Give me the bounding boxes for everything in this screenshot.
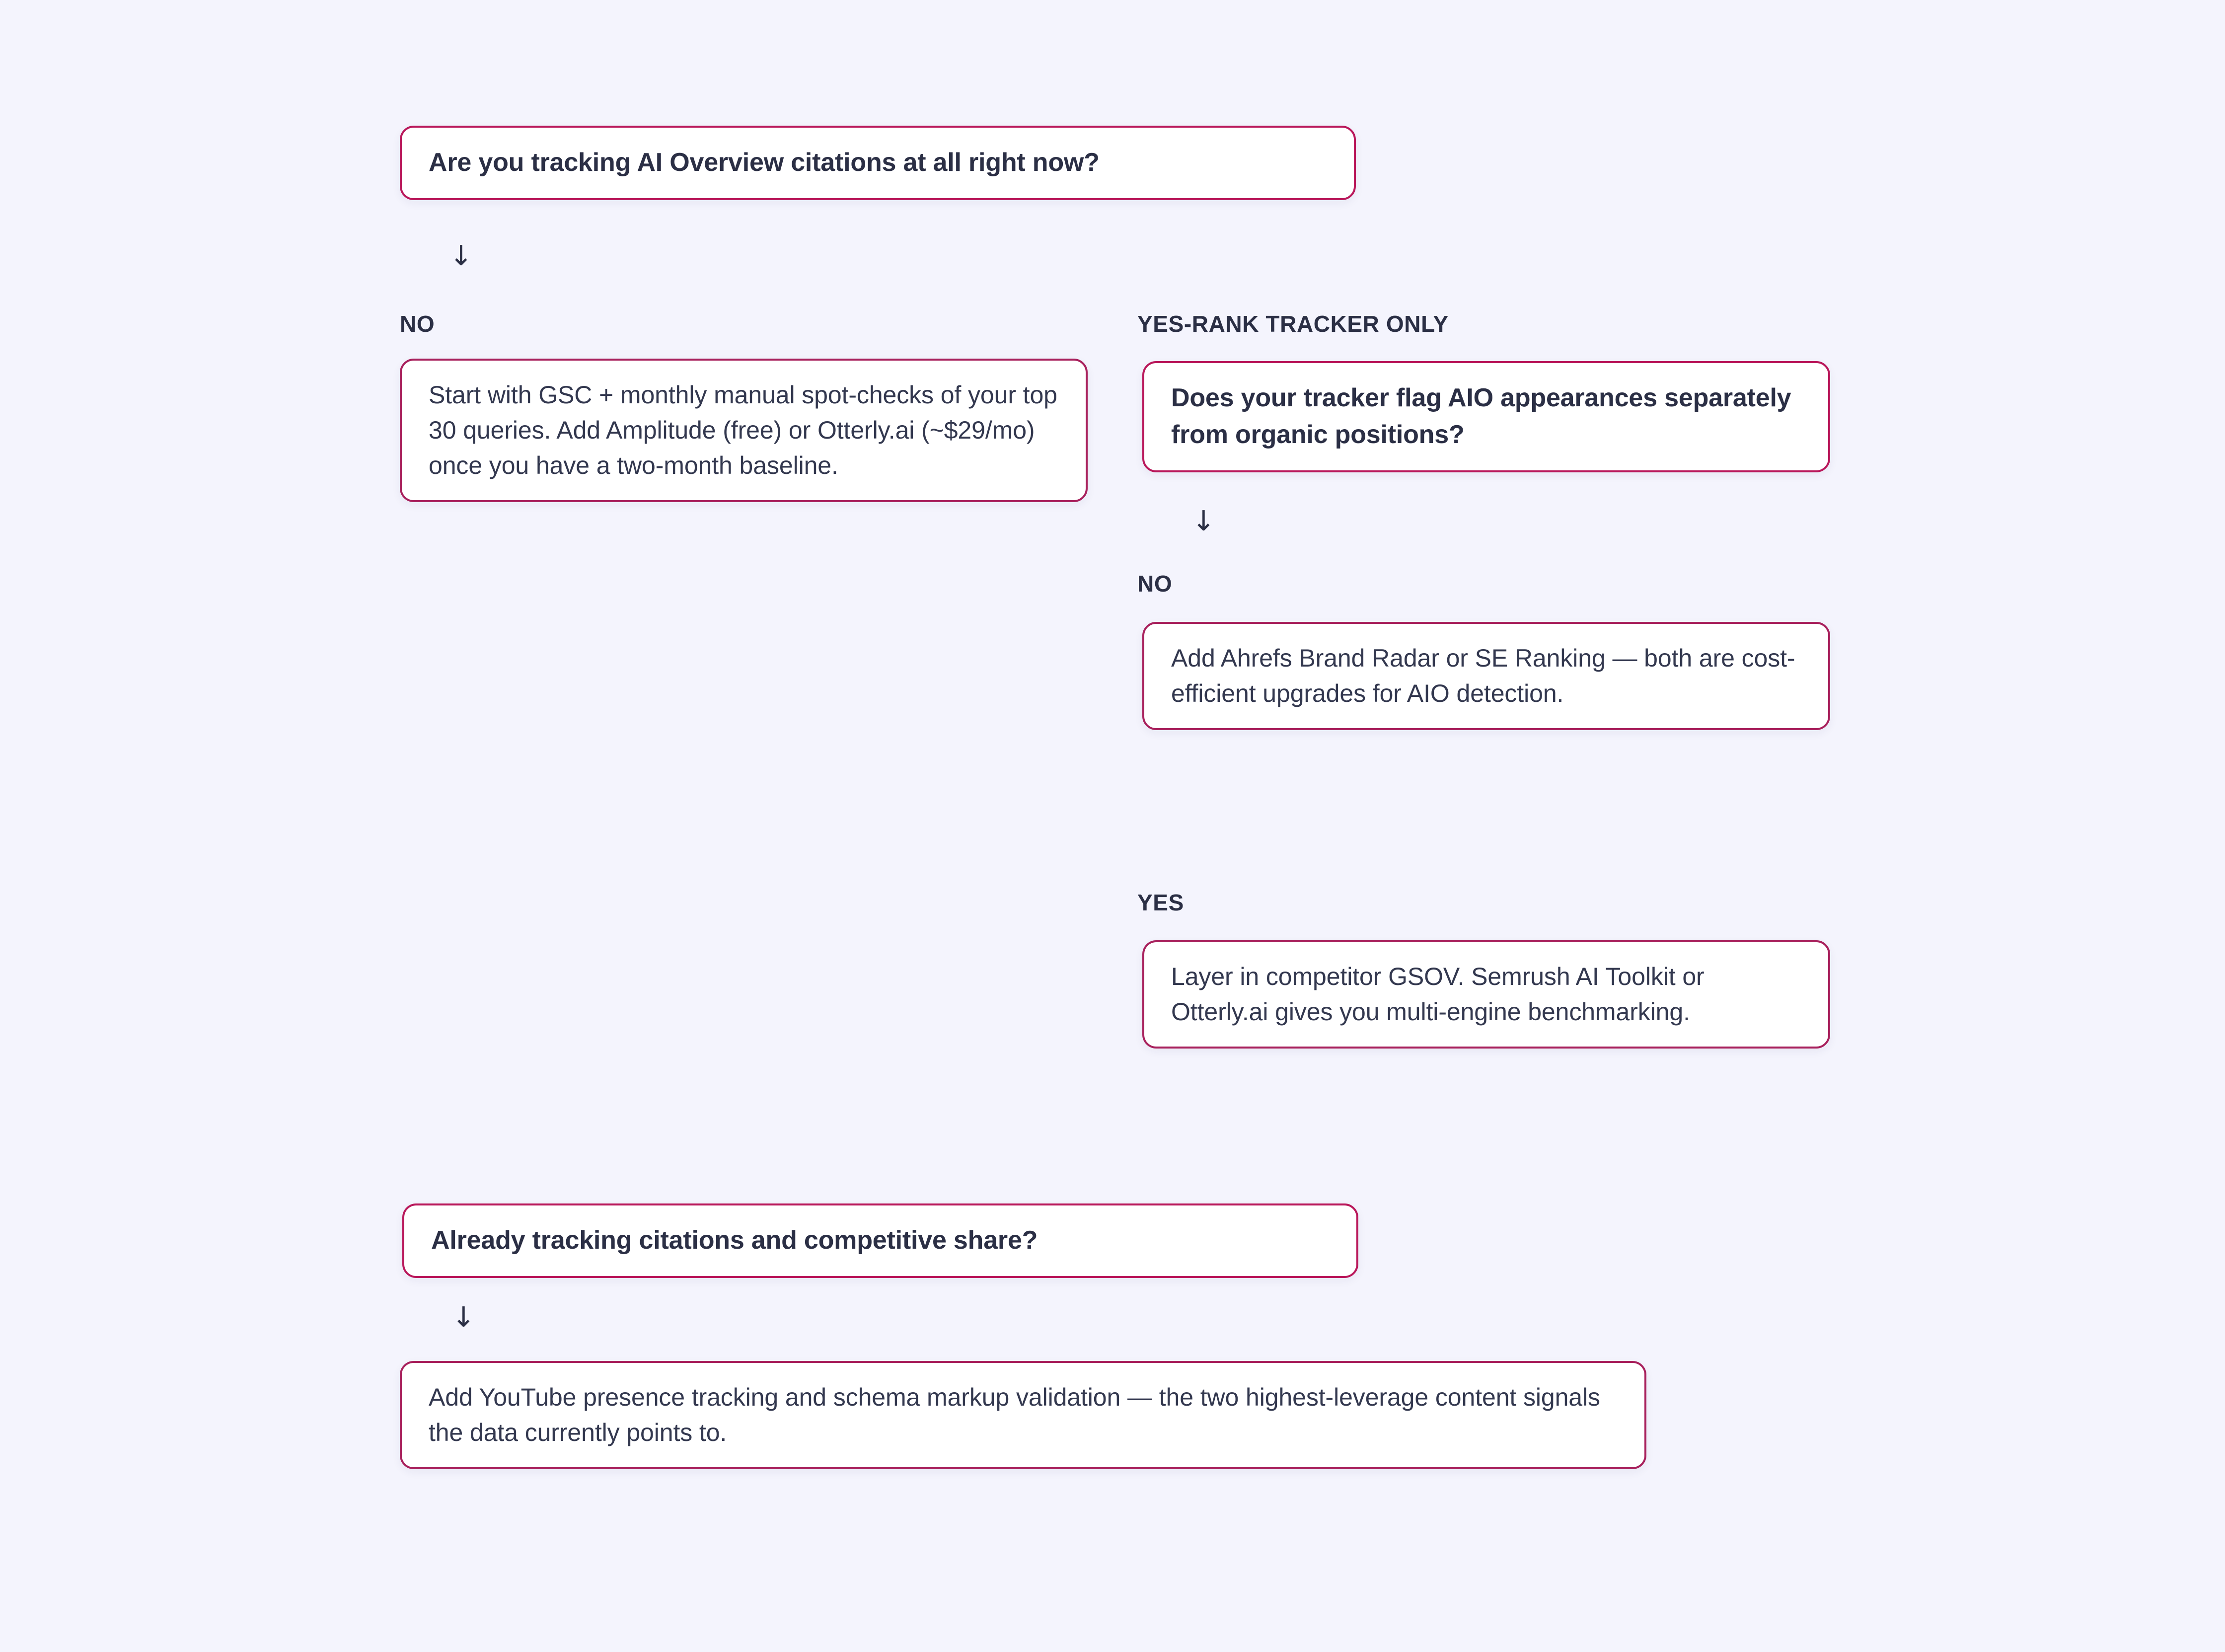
node-answer-no-root-text: Start with GSC + monthly manual spot-checks of your top 30 queries. Add Amplitude (free) or Otterly.ai (~$29/mo) once you have a two-month baseline. [429, 381, 1057, 479]
node-question-already-tracking-text: Already tracking citations and competitive share? [431, 1226, 1038, 1255]
node-answer-yes-tracker-text: Layer in competitor GSOV. Semrush AI Toolkit or Otterly.ai gives you multi-engine benchmarking. [1171, 963, 1705, 1026]
node-question-root[interactable] [400, 126, 1356, 200]
node-answer-no-root[interactable] [400, 359, 1088, 502]
branch-label-no-tracker: NO [1137, 571, 1173, 597]
arrow-down-icon-root: ↓ [449, 240, 473, 272]
node-answer-yes-tracker[interactable] [1142, 940, 1830, 1049]
node-answer-final[interactable] [400, 1361, 1646, 1469]
node-question-tracker-flag-text: Does your tracker flag AIO appearances separately from organic positions? [1171, 383, 1791, 449]
branch-label-no-root: NO [400, 311, 435, 337]
node-answer-no-tracker[interactable] [1142, 622, 1830, 730]
node-answer-no-tracker-text: Add Ahrefs Brand Radar or SE Ranking — both are cost-efficient upgrades for AIO detection. [1171, 644, 1795, 707]
arrow-down-icon-already-tracking: ↓ [452, 1301, 475, 1334]
branch-label-yes-tracker: YES [1137, 890, 1184, 915]
arrow-down-icon-tracker: ↓ [1192, 505, 1215, 537]
node-question-already-tracking[interactable] [402, 1203, 1358, 1278]
node-question-root-text: Are you tracking AI Overview citations at all right now? [429, 148, 1100, 177]
node-answer-final-text: Add YouTube presence tracking and schema markup validation — the two highest-leverage content signals the data currently points to. [429, 1383, 1600, 1446]
node-question-tracker-flag[interactable] [1142, 361, 1830, 472]
branch-label-yes-rank-tracker-only: YES-RANK TRACKER ONLY [1137, 311, 1449, 337]
